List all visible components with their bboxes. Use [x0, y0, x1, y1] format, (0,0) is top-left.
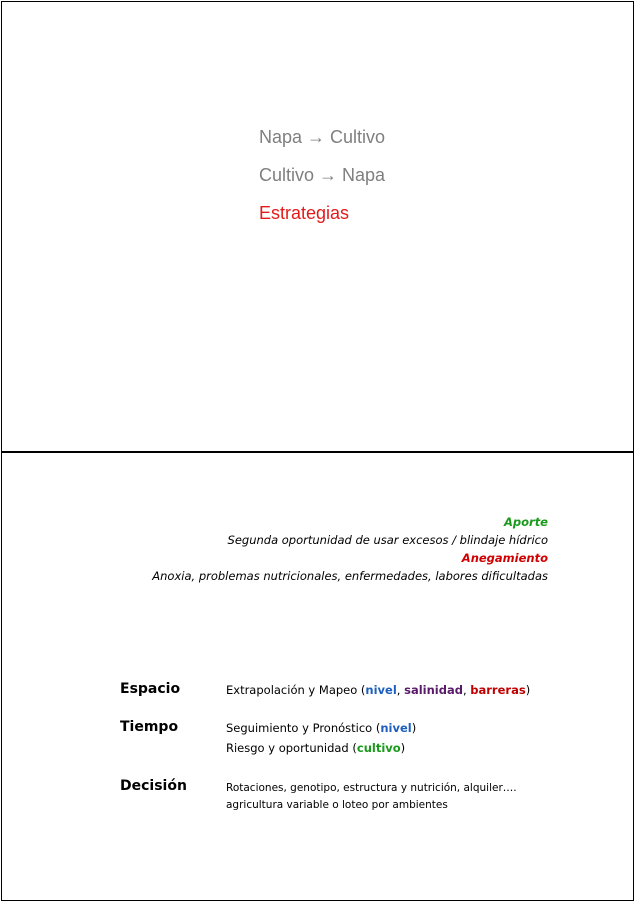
espacio-prefix: Extrapolación y Mapeo (	[226, 683, 366, 697]
tiempo-line2-prefix: Riesgo y oportunidad (	[226, 741, 357, 755]
slide-2	[1, 452, 634, 901]
tiempo-line1-suffix: )	[411, 721, 417, 735]
menu-item-cultivo-napa: Cultivo → Napa	[259, 165, 386, 185]
decision-label: Decisión	[120, 778, 187, 794]
slide-1	[1, 1, 634, 452]
tiempo-label: Tiempo	[120, 719, 179, 735]
anegamiento-title: Anegamiento	[461, 551, 548, 565]
decision-line-2: agricultura variable o loteo por ambientes	[226, 799, 448, 811]
anegamiento-text: Anoxia, problemas nutricionales, enfermedades, labores dificultadas	[152, 569, 548, 583]
menu-item-estrategias: Estrategias	[259, 203, 350, 223]
aporte-title: Aporte	[503, 515, 548, 529]
aporte-text: Segunda oportunidad de usar excesos / blindaje hídrico	[227, 533, 548, 547]
espacio-text	[226, 683, 530, 697]
tiempo-line2-suffix: )	[400, 741, 406, 755]
keyword-cultivo: cultivo	[356, 741, 401, 755]
keyword-barreras: barreras	[470, 683, 526, 697]
separator: ,	[396, 683, 405, 697]
decision-line-1: Rotaciones, genotipo, estructura y nutrición, alquiler….	[226, 782, 517, 794]
espacio-label: Espacio	[120, 681, 181, 697]
separator: ,	[462, 683, 471, 697]
tiempo-line1-prefix: Seguimiento y Pronóstico (	[226, 721, 381, 735]
keyword-salinidad: salinidad	[404, 683, 463, 697]
keyword-nivel: nivel	[380, 721, 412, 735]
keyword-nivel: nivel	[365, 683, 397, 697]
tiempo-line-1	[226, 721, 416, 735]
tiempo-line-2	[226, 741, 405, 755]
espacio-suffix: )	[525, 683, 531, 697]
menu-item-napa-cultivo: Napa → Cultivo	[259, 127, 386, 147]
